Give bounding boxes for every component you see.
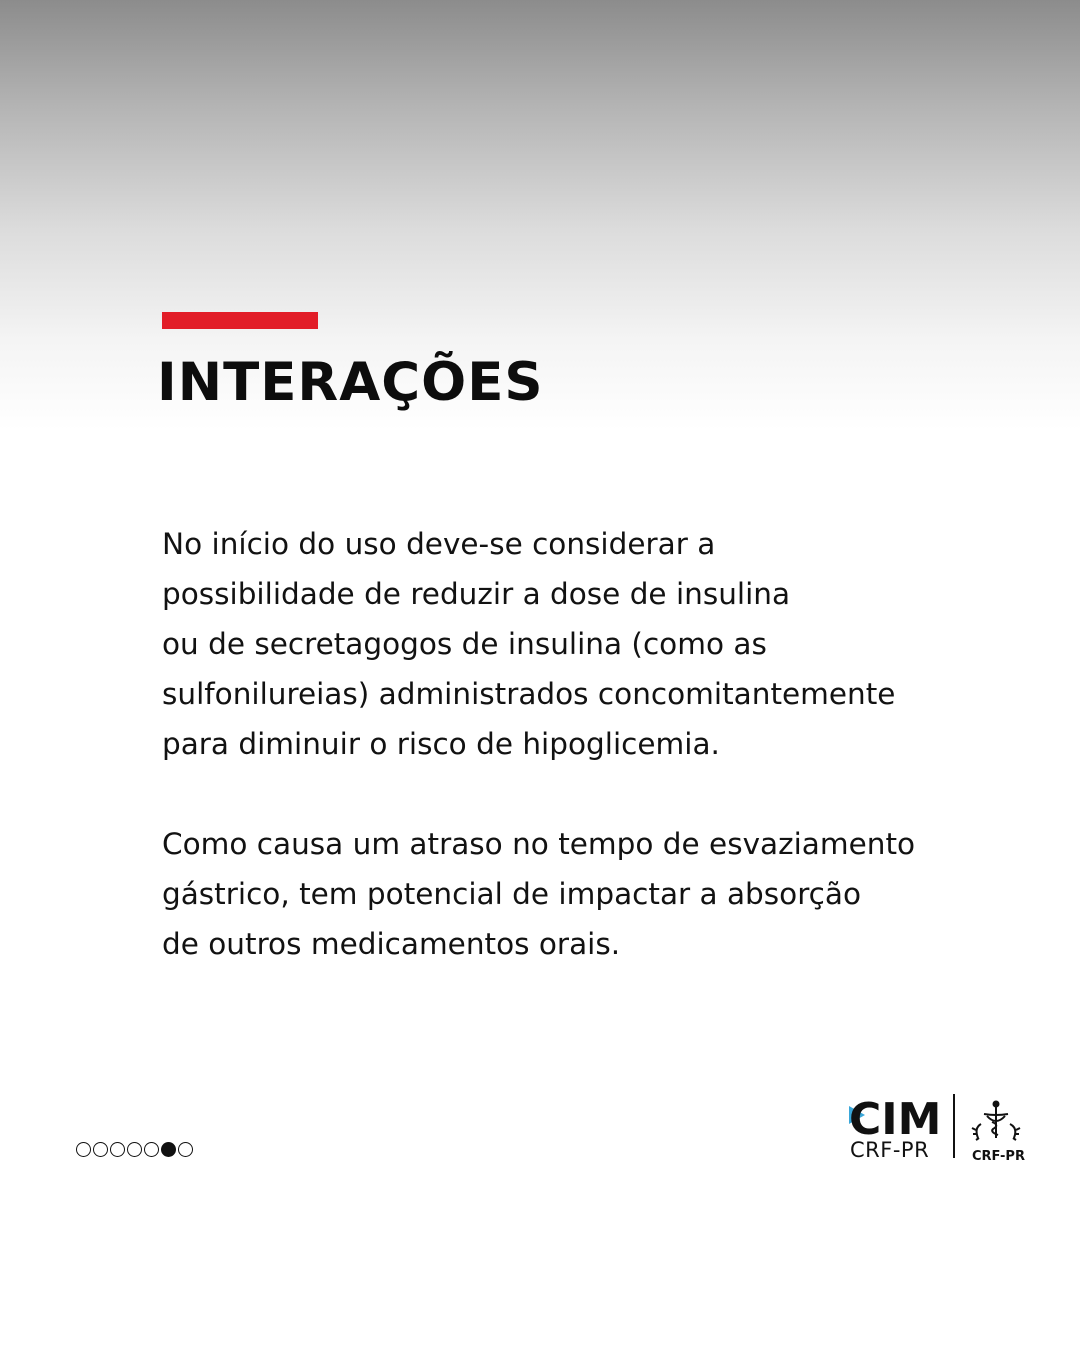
logo-divider <box>953 1094 955 1158</box>
pagination-dot-active <box>161 1142 176 1157</box>
cim-logo-text: CIM <box>849 1094 942 1145</box>
pagination-dot <box>93 1142 108 1157</box>
title-accent-bar <box>162 312 318 329</box>
cim-logo-subtext: CRF-PR <box>850 1138 930 1162</box>
text-line: No início do uso deve-se considerar a <box>162 527 716 561</box>
crf-pr-emblem-text: CRF-PR <box>972 1149 1025 1164</box>
paragraph-gastric <box>162 819 1042 969</box>
body-text <box>162 519 1042 969</box>
text-line: para diminuir o risco de hipoglicemia. <box>162 727 720 761</box>
text-line: Como causa um atraso no tempo de esvaziamento <box>162 827 916 861</box>
text-line: ou de secretagogos de insulina (como as <box>162 627 767 661</box>
text-line: sulfonilureias) administrados concomitantemente <box>162 677 896 711</box>
pagination-dots <box>76 1142 193 1157</box>
pagination-dot <box>110 1142 125 1157</box>
cim-crf-pr-logo <box>846 1094 1028 1164</box>
text-line: gástrico, tem potencial de impactar a absorção <box>162 877 862 911</box>
text-line: de outros medicamentos orais. <box>162 927 621 961</box>
page-title: INTERAÇÕES <box>157 352 544 413</box>
pagination-dot <box>144 1142 159 1157</box>
text-line: possibilidade de reduzir a dose de insulina <box>162 577 791 611</box>
pagination-dot <box>178 1142 193 1157</box>
paragraph-insulin <box>162 519 1042 769</box>
caduceus-emblem-icon <box>972 1102 1020 1141</box>
pagination-dot <box>127 1142 142 1157</box>
paragraph-gap <box>162 769 1042 819</box>
pagination-dot <box>76 1142 91 1157</box>
